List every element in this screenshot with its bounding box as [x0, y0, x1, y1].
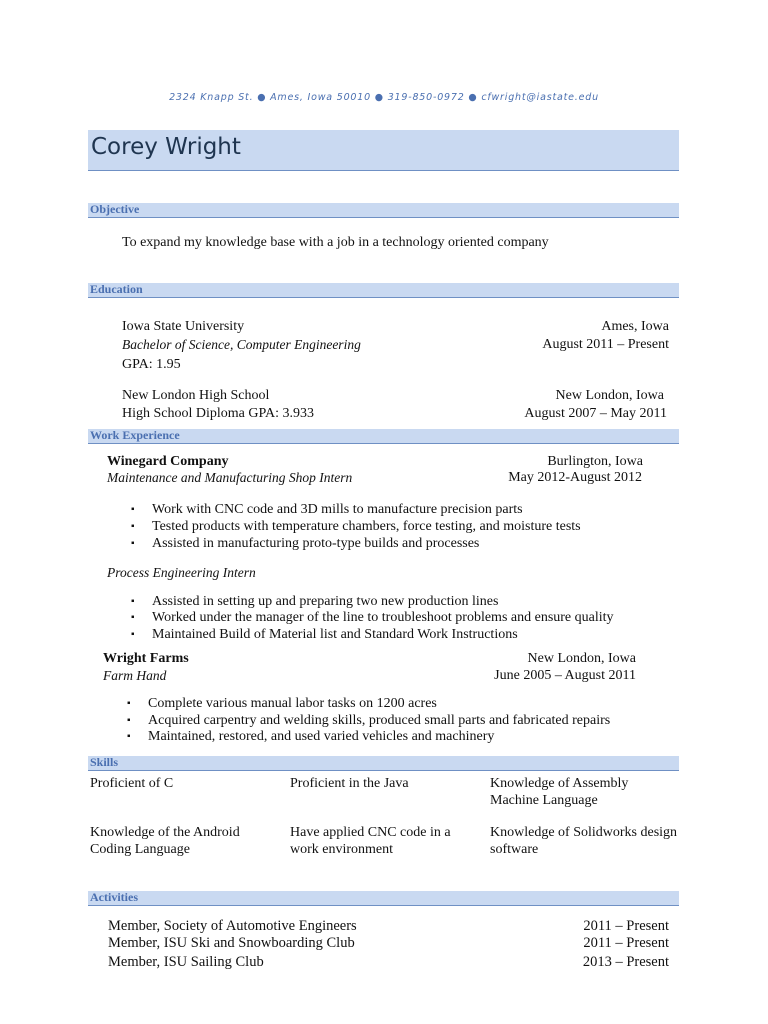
job-title: Process Engineering Intern [107, 565, 256, 580]
school-name: Iowa State University [122, 319, 245, 334]
bullet-icon: ▪ [131, 504, 135, 515]
degree: Bachelor of Science, Computer Engineering [122, 337, 361, 352]
list-item [127, 712, 611, 729]
list-item-text: Assisted in setting up and preparing two new production lines [152, 594, 499, 609]
company-location: Burlington, Iowa [547, 454, 643, 469]
list-item [127, 728, 495, 745]
degree: High School Diploma GPA: 3.933 [122, 406, 314, 421]
bullet-icon: ▪ [131, 629, 135, 640]
list-item-text: Maintained Build of Material list and Standard Work Instructions [152, 627, 518, 642]
education-dates: August 2011 – Present [542, 337, 669, 352]
activity-dates: 2011 – Present [583, 918, 669, 934]
activity-name: Member, Society of Automotive Engineers [108, 918, 357, 934]
bullet-icon: ▪ [127, 731, 131, 742]
activity-name: Member, ISU Ski and Snowboarding Club [108, 935, 355, 951]
bullet-icon: ▪ [131, 538, 135, 549]
school-location: Ames, Iowa [601, 319, 669, 334]
company-name: Wright Farms [103, 651, 189, 666]
full-name: Corey Wright [91, 134, 241, 160]
skill-item: Proficient in the Java [290, 776, 409, 791]
company-location: New London, Iowa [527, 651, 636, 666]
job-dates: May 2012-August 2012 [508, 470, 642, 485]
company-name: Winegard Company [107, 454, 229, 469]
skill-item: Knowledge of Assembly Machine Language [490, 776, 629, 808]
section-title: Skills [90, 755, 119, 769]
skill-item: Have applied CNC code in a work environment [290, 825, 451, 857]
list-item-text: Acquired carpentry and welding skills, produced small parts and fabricated repairs [148, 713, 611, 728]
section-work-experience [88, 429, 679, 444]
list-item-text: Assisted in manufacturing proto-type builds and processes [152, 536, 480, 551]
activity-dates: 2011 – Present [583, 935, 669, 951]
contact-line: 2324 Knapp St. ● Ames, Iowa 50010 ● 319-850-0972 ● cfwright@iastate.edu [169, 92, 599, 103]
job-title: Farm Hand [103, 668, 167, 683]
gpa: GPA: 1.95 [122, 357, 181, 372]
section-title: Objective [90, 202, 140, 216]
list-item-text: Complete various manual labor tasks on 1200 acres [148, 696, 437, 711]
section-title: Education [90, 282, 143, 296]
activity-dates: 2013 – Present [582, 954, 669, 970]
section-education [88, 283, 679, 298]
list-item-text: Maintained, restored, and used varied vehicles and machinery [148, 729, 495, 744]
section-title: Work Experience [90, 428, 180, 442]
job-dates: June 2005 – August 2011 [494, 668, 636, 683]
bullet-icon: ▪ [127, 698, 131, 709]
list-item [131, 535, 480, 552]
education-dates: August 2007 – May 2011 [524, 406, 667, 421]
list-item-text: Worked under the manager of the line to troubleshoot problems and ensure quality [152, 610, 614, 625]
activity-name: Member, ISU Sailing Club [108, 954, 264, 970]
list-item [131, 501, 523, 518]
name-header [88, 130, 679, 171]
skill-item: Knowledge of Solidworks design software [490, 825, 678, 857]
list-item [131, 609, 614, 626]
bullet-icon: ▪ [131, 521, 135, 532]
list-item [131, 593, 499, 610]
list-item [127, 695, 437, 712]
section-title: Activities [90, 890, 138, 904]
skill-item: Knowledge of the Android Coding Language [90, 825, 240, 857]
objective-text: To expand my knowledge base with a job in a technology oriented company [122, 235, 549, 250]
bullet-icon: ▪ [131, 596, 135, 607]
section-activities [88, 891, 679, 906]
section-objective [88, 203, 679, 218]
list-item [131, 518, 581, 535]
section-skills [88, 756, 679, 771]
bullet-icon: ▪ [127, 715, 131, 726]
bullet-icon: ▪ [131, 612, 135, 623]
job-title: Maintenance and Manufacturing Shop Intern [107, 470, 353, 485]
list-item [131, 626, 518, 643]
school-name: New London High School [122, 388, 270, 403]
school-location: New London, Iowa [555, 388, 664, 403]
skill-item: Proficient of C [90, 776, 174, 791]
list-item-text: Work with CNC code and 3D mills to manufacture precision parts [152, 502, 523, 517]
list-item-text: Tested products with temperature chambers, force testing, and moisture tests [152, 519, 581, 534]
